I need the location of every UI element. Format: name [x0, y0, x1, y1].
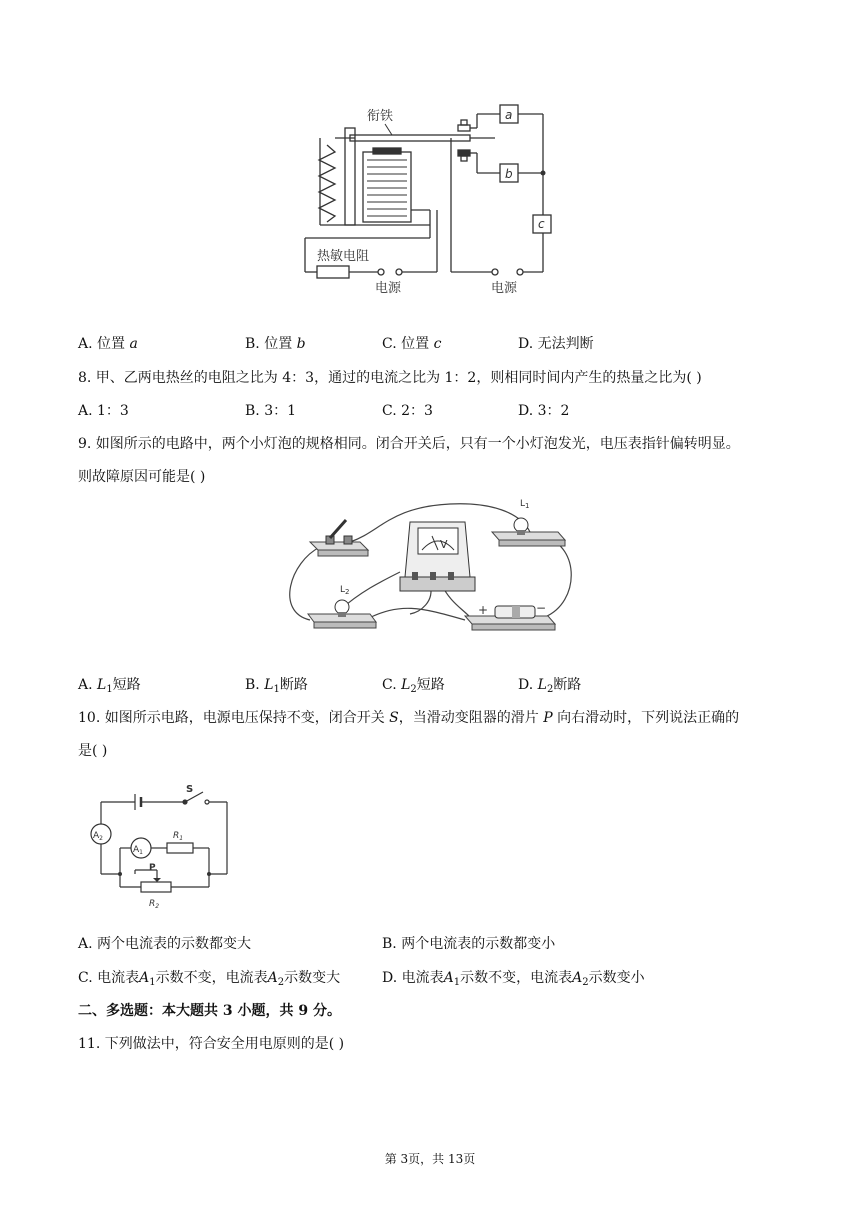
box-b-label: b — [505, 167, 513, 181]
q9-option-c[interactable]: C. $L_2$短路 — [382, 677, 445, 695]
battery-plus: + — [478, 603, 489, 617]
q7-option-d[interactable]: D. 无法判断 — [518, 336, 594, 352]
armature-label: 衔铁 — [367, 109, 394, 124]
box-c-label: c — [538, 217, 545, 231]
q10-option-d[interactable]: D. 电流表$A_1$示数不变，电流表$A_2$示数变小 — [382, 970, 645, 988]
q8-option-a[interactable]: A. 1：3 — [78, 403, 129, 419]
q7-option-c[interactable]: C. 位置 c — [382, 336, 442, 352]
relay-circuit-figure — [295, 100, 560, 300]
voltmeter-icon — [400, 522, 475, 591]
power-label-1: 电源 — [375, 281, 402, 296]
q7-option-a[interactable]: A. 位置 a — [78, 336, 138, 352]
q8-option-c[interactable]: C. 2：3 — [382, 403, 433, 419]
q7-option-b[interactable]: B. 位置 b — [245, 336, 306, 352]
voltmeter-label: V — [440, 538, 448, 551]
q9-circuit-figure — [280, 492, 580, 642]
r2-label: $R_2$ — [149, 899, 160, 910]
q10-stem-line1: 10. 如图所示电路，电源电压保持不变，闭合开关 S，当滑动变阻器的滑片 P 向右滑动时，下列说法正确的 — [78, 710, 740, 726]
page-footer: 第 3页，共 13页 — [384, 1152, 476, 1166]
q9-option-d[interactable]: D. $L_2$断路 — [518, 677, 582, 695]
q10-option-a[interactable]: A. 两个电流表的示数都变大 — [78, 936, 252, 952]
q9-stem-line2: 则故障原因可能是( ) — [78, 469, 206, 485]
q10-option-c[interactable]: C. 电流表$A_1$示数不变，电流表$A_2$示数变大 — [78, 970, 341, 988]
box-a-label: a — [505, 108, 513, 122]
svg-text:L2: $L_2$ — [340, 585, 350, 596]
q8-stem: 8. 甲、乙两电热丝的电阻之比为 4：3，通过的电流之比为 1：2，则相同时间内产生的热量之比为( ) — [78, 370, 702, 386]
q9-stem-line1: 9. 如图所示的电路中，两个小灯泡的规格相同。闭合开关后，只有一个小灯泡发光，电压表指针偏转明显。 — [78, 436, 740, 452]
svg-text:L1: $L_1$ — [520, 499, 530, 510]
ammeter-a1-label: $A_1$ — [133, 845, 143, 856]
q9-option-b[interactable]: B. $L_1$断路 — [245, 677, 308, 695]
bulb-l1-icon — [492, 499, 565, 546]
power-label-2: 电源 — [491, 281, 518, 296]
bulb-l2-icon — [308, 585, 376, 628]
r1-label: $R_1$ — [173, 831, 184, 842]
q11-stem: 11. 下列做法中，符合安全用电原则的是( ) — [78, 1036, 345, 1052]
q9-option-a[interactable]: A. $L_1$短路 — [78, 677, 141, 695]
q10-circuit-figure — [85, 782, 245, 912]
section-heading-multiple-choice: 二、多选题：本大题共 3 小题，共 9 分。 — [78, 1003, 341, 1019]
battery-minus: − — [536, 601, 547, 615]
battery-icon — [465, 601, 555, 630]
switch-label: S — [186, 784, 194, 795]
ammeter-a2-label: $A_2$ — [93, 831, 103, 842]
thermistor-label: 热敏电阻 — [317, 249, 370, 264]
q8-option-d[interactable]: D. 3：2 — [518, 403, 570, 419]
q10-stem-line2: 是( ) — [78, 743, 108, 759]
q8-option-b[interactable]: B. 3：1 — [245, 403, 297, 419]
q10-option-b[interactable]: B. 两个电流表的示数都变小 — [382, 936, 556, 952]
slider-p-label: P — [149, 863, 156, 873]
